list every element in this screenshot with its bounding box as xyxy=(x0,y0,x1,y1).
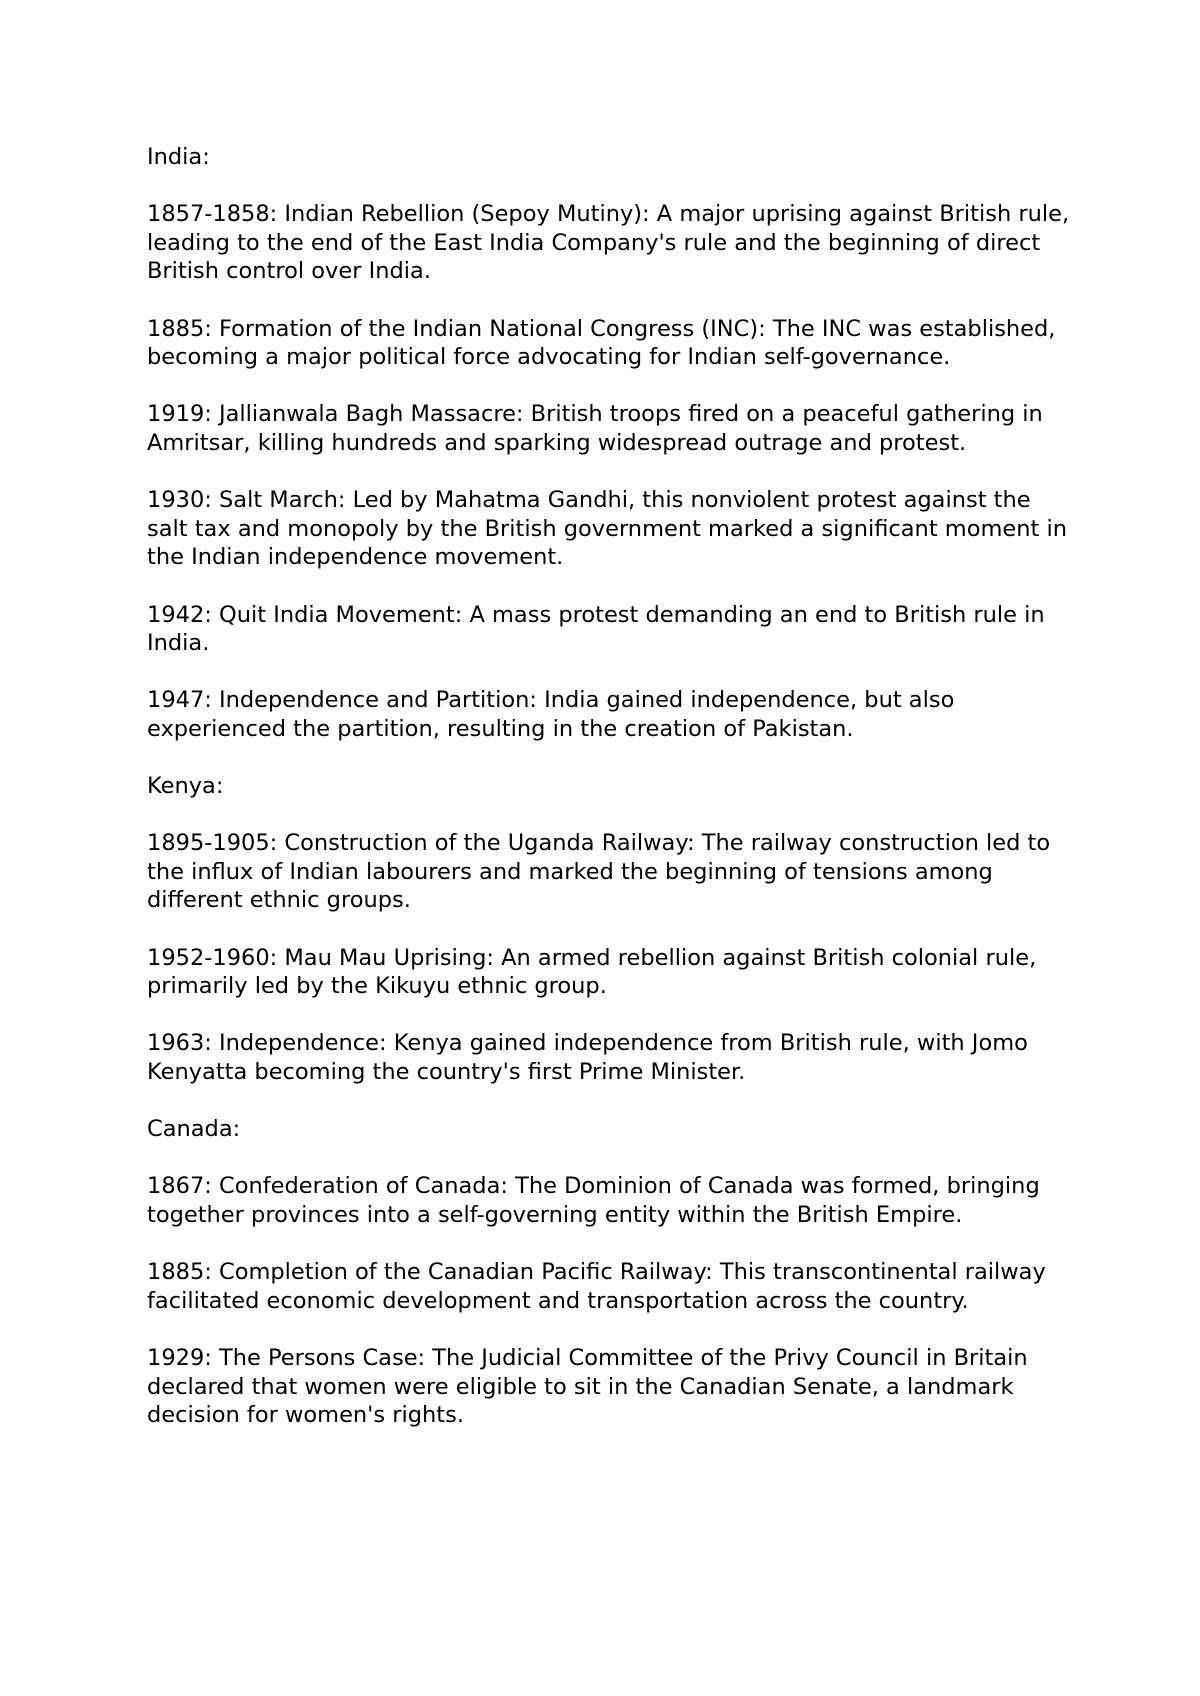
document-body xyxy=(147,143,1077,1458)
timeline-entry: 1857-1858: Indian Rebellion (Sepoy Mutiny): A major uprising against British rule, leading to the end of the East India Company's rule and the beginning of direct British control over India. xyxy=(147,201,1070,285)
section-heading-kenya: Kenya: xyxy=(147,773,224,800)
timeline-entry: 1942: Quit India Movement: A mass protest demanding an end to British rule in India. xyxy=(147,601,1045,657)
timeline-entry: 1929: The Persons Case: The Judicial Committee of the Privy Council in Britain declared that women were eligible to sit in the Canadian Senate, a landmark decision for women's rights. xyxy=(147,1344,1028,1429)
timeline-entry: 1963: Independence: Kenya gained independence from British rule, with Jomo Kenyatta becoming the country's first Prime Minister. xyxy=(147,1030,1028,1085)
timeline-entry: 1947: Independence and Partition: India gained independence, but also experienced the partition, resulting in the creation of Pakistan. xyxy=(147,687,955,742)
timeline-entry: 1919: Jallianwala Bagh Massacre: British troops fired on a peaceful gathering in Amritsar, killing hundreds and sparking widespread outrage and protest. xyxy=(147,401,1043,456)
section-heading-canada: Canada: xyxy=(147,1116,241,1143)
timeline-entry: 1867: Confederation of Canada: The Dominion of Canada was formed, bringing together provinces into a self-governing entity within the British Empire. xyxy=(147,1173,1040,1228)
timeline-entry: 1895-1905: Construction of the Uganda Railway: The railway construction led to the influx of Indian labourers and marked the beginning of tensions among different ethnic groups. xyxy=(147,830,1051,914)
section-heading-india: India: xyxy=(147,144,210,170)
timeline-entry: 1885: Completion of the Canadian Pacific Railway: This transcontinental railway facilitated economic development and transportation across the country. xyxy=(147,1259,1046,1314)
timeline-entry: 1885: Formation of the Indian National Congress (INC): The INC was established, becoming a major political force advocating for Indian self-governance. xyxy=(147,315,1056,371)
timeline-entry: 1930: Salt March: Led by Mahatma Gandhi, this nonviolent protest against the salt tax and monopoly by the British government marked a significant moment in the Indian independence movement. xyxy=(147,487,1067,571)
timeline-entry: 1952-1960: Mau Mau Uprising: An armed rebellion against British colonial rule, primarily led by the Kikuyu ethnic group. xyxy=(147,944,1037,1000)
